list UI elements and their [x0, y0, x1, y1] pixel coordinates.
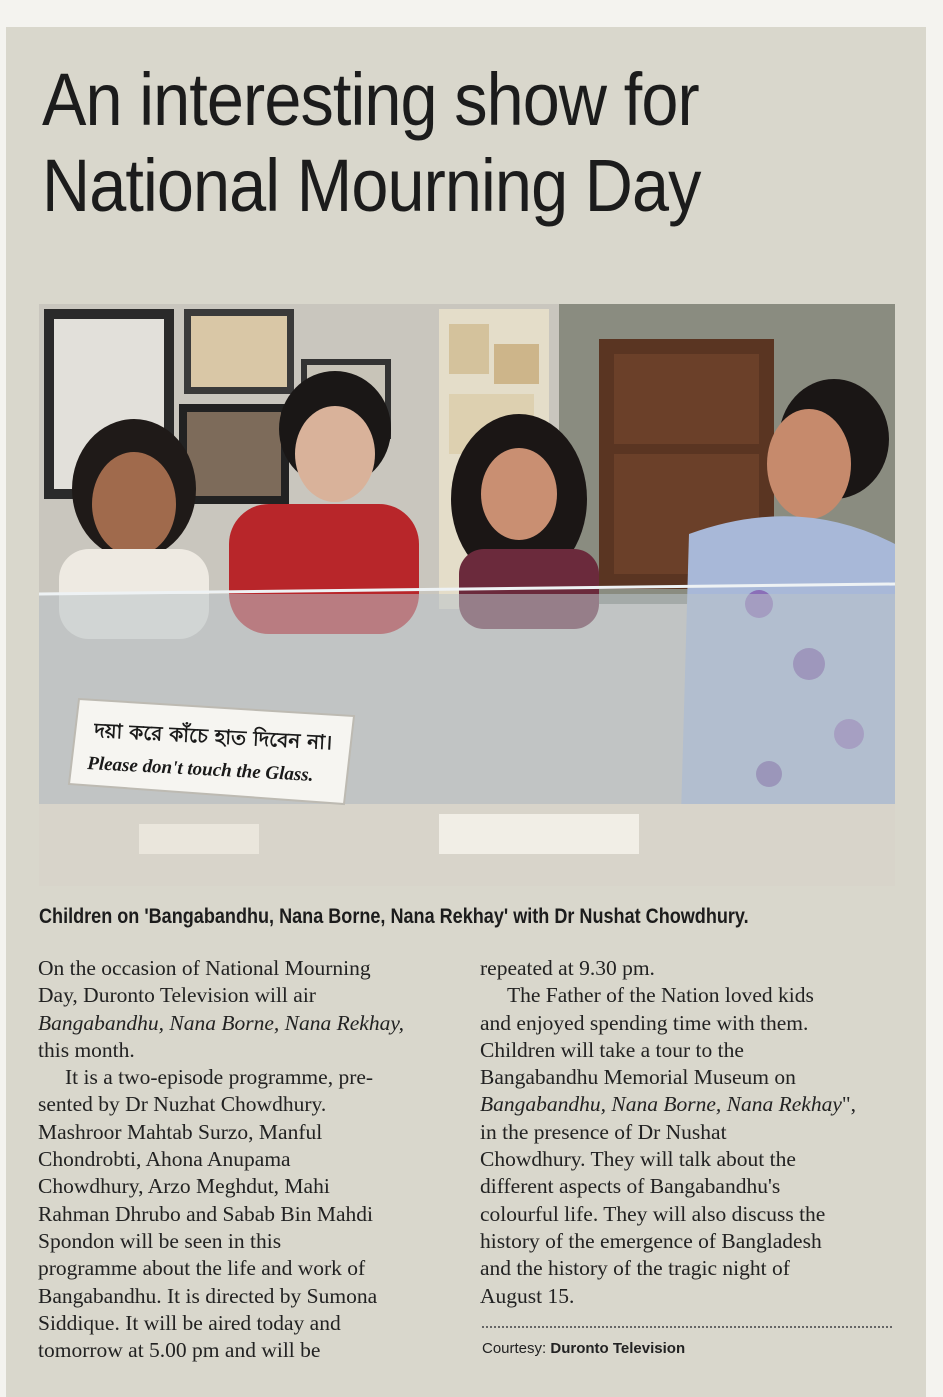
girl-face — [481, 448, 557, 540]
text-line: Bangabandhu Memorial Museum on — [480, 1065, 796, 1090]
headline-line-2: National Mourning Day — [42, 144, 701, 227]
girl-face — [295, 406, 375, 502]
paragraph — [480, 955, 900, 982]
dotted-divider — [482, 1326, 892, 1328]
paragraph — [480, 982, 900, 1310]
headline — [42, 57, 816, 229]
text-line: Chondrobti, Ahona Anupama — [38, 1147, 291, 1172]
woman-face — [767, 409, 851, 519]
text-line: programme about the life and work of — [38, 1256, 366, 1281]
text-line: and enjoyed spending time with them. — [480, 1010, 809, 1035]
courtesy-source: Duronto Television — [550, 1340, 686, 1357]
newspaper-clipping — [6, 27, 926, 1397]
article-column-left — [38, 955, 458, 1364]
courtesy-credit — [482, 1340, 685, 1357]
paragraph — [38, 1064, 458, 1364]
text-line: Bangabandhu. It is directed by Sumona — [38, 1283, 378, 1308]
text-line: repeated at 9.30 pm. — [480, 956, 655, 980]
text-line: Children will take a tour to the — [480, 1037, 744, 1062]
paragraph — [38, 955, 458, 1064]
programme-title: Bangabandhu, Nana Borne, Nana Rekhay, — [38, 1010, 405, 1035]
text-fragment: ", — [841, 1092, 857, 1117]
girl-face — [92, 452, 176, 556]
text-line — [480, 1091, 900, 1118]
text-line: August 15. — [480, 1283, 575, 1308]
text-line: colourful life. They will also discuss the — [480, 1201, 826, 1226]
text-line: in the presence of Dr Nushat — [480, 1119, 727, 1144]
text-line: history of the emergence of Bangladesh — [480, 1228, 822, 1253]
text-line: Day, Duronto Television will air — [38, 983, 316, 1008]
article-photo — [39, 304, 895, 886]
text-line: Siddique. It will be aired today and — [38, 1310, 341, 1335]
sign-english: Please don't touch the Glass. — [86, 753, 314, 786]
programme-title: Bangabandhu, Nana Borne, Nana Rekhay — [480, 1092, 842, 1117]
headline-line-1: An interesting show for — [42, 58, 699, 141]
text-line: Chowdhury, Arzo Meghdut, Mahi — [38, 1174, 330, 1199]
text-line: tomorrow at 5.00 pm and will be — [38, 1338, 321, 1363]
text-line: On the occasion of National Mourning — [38, 956, 371, 980]
text-line: different aspects of Bangabandhu's — [480, 1174, 781, 1199]
text-line: The Father of the Nation loved kids — [507, 983, 814, 1008]
sign-bengali: দয়া করে কাঁচে হাত দিবেন না। — [93, 718, 333, 755]
text-line: Spondon will be seen in this — [38, 1228, 282, 1253]
article-column-right — [480, 955, 900, 1310]
photo-caption: Children on 'Bangabandhu, Nana Borne, Nana Rekhay' with Dr Nushat Chowdhury. — [39, 905, 749, 928]
courtesy-label: Courtesy: — [482, 1340, 547, 1357]
text-line: It is a two-episode programme, pre- — [65, 1065, 374, 1090]
text-line: Chowdhury. They will talk about the — [480, 1147, 796, 1172]
text-line: Rahman Dhrubo and Sabab Bin Mahdi — [38, 1201, 373, 1226]
text-line: this month. — [38, 1037, 135, 1062]
text-line: Mashroor Mahtab Surzo, Manful — [38, 1119, 323, 1144]
text-line: sented by Dr Nuzhat Chowdhury. — [38, 1092, 327, 1117]
text-line: and the history of the tragic night of — [480, 1256, 790, 1281]
